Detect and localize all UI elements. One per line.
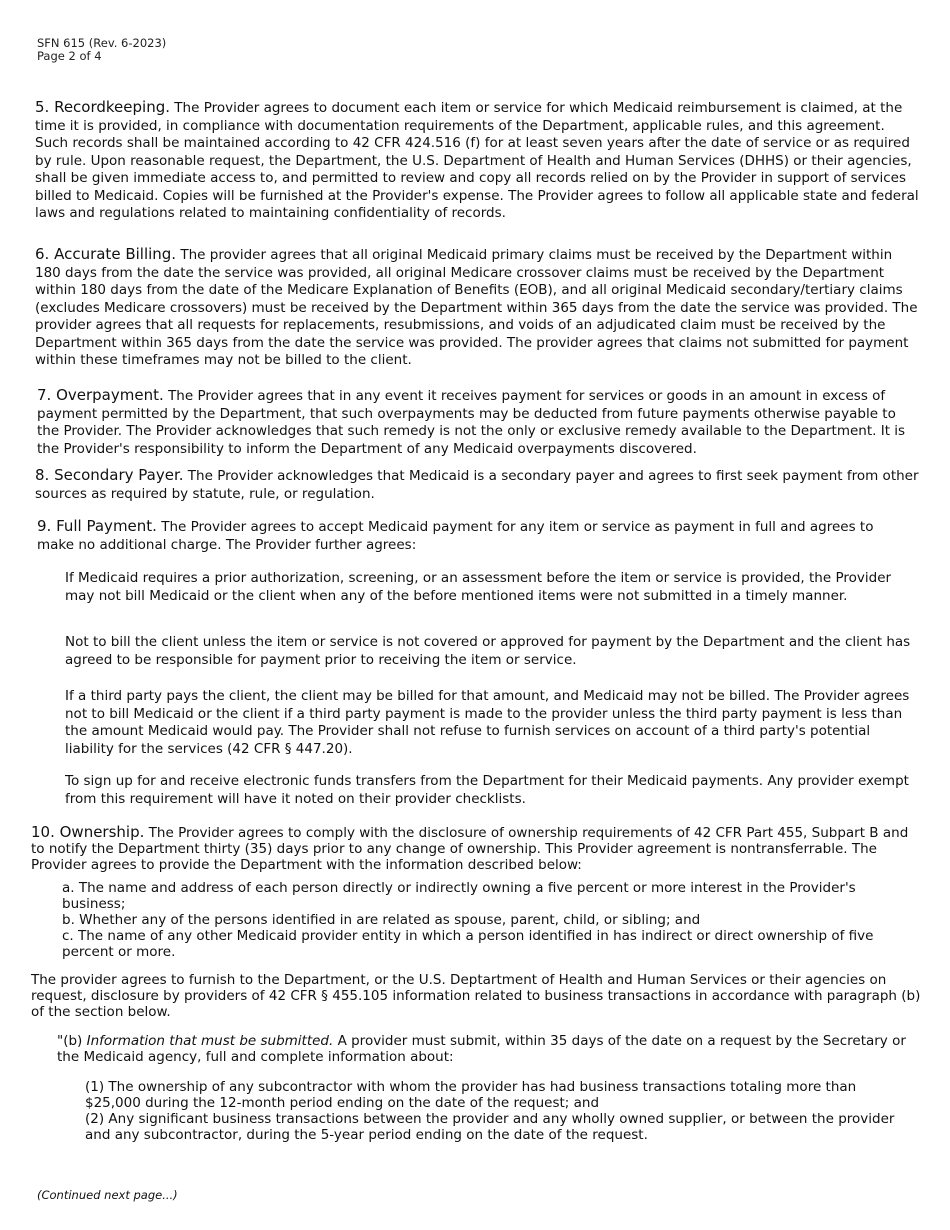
section-5-recordkeeping [35, 99, 920, 223]
section-9-item-4: To sign up for and receive electronic funds transfers from the Department for their Medicaid payments. Any provider exempt from this requirement will have it noted on their provider checklists. [65, 773, 909, 807]
section-9-item-1: If Medicaid requires a prior authorization, screening, or an assessment before the item or service is provided, the Provider may not bill Medicaid or the client when any of the before mentioned items were not submitted in a timely manner. [65, 570, 892, 604]
list-item: a. The name and address of each person directly or indirectly owning a five percent or more interest in the Provider's business; [62, 880, 856, 912]
section-10-ownership [31, 824, 921, 873]
quote-prefix: "(b) [57, 1033, 87, 1049]
ownership-info-list [62, 880, 902, 960]
section-7-heading: 7. Overpayment. [37, 386, 164, 404]
section-9-full-payment [37, 518, 897, 554]
section-8-secondary-payer [35, 467, 920, 503]
furnish-disclosure-paragraph: The provider agrees to furnish to the Department, or the U.S. Deptartment of Health and Human Services or their agencies on request, disclosure by providers of 42 CFR § 455.105 information related to business transactions in accordance with paragraph (b) of the section below. [31, 972, 921, 1020]
section-7-overpayment [37, 387, 922, 458]
section-9-heading: 9. Full Payment. [37, 517, 157, 535]
form-header [37, 37, 166, 63]
cfr-quote-paragraph [57, 1033, 917, 1065]
section-10-heading: 10. Ownership. [31, 823, 145, 841]
section-7-body: The Provider agrees that in any event it receives payment for services or goods in an amount in excess of payment permitted by the Department, that such overpayments may be deducted from future payments otherwise payable to the Provider. The Provider acknowledges that such remedy is not the only or exclusive remedy available to the Department. It is the Provider's responsibility to inform the Department of any Medicaid overpayments discovered. [37, 388, 906, 457]
quote-italic-heading: Information that must be submitted. [86, 1033, 334, 1049]
list-item: c. The name of any other Medicaid provider entity in which a person identified in has indirect or direct ownership of five percent or more. [62, 928, 874, 960]
quote-body: A provider must submit, within 35 days of the date on a request by the Secretary or the Medicaid agency, full and complete information about: [57, 1033, 906, 1065]
page-number: Page 2 of 4 [37, 49, 102, 63]
section-9-item-3: If a third party pays the client, the client may be billed for that amount, and Medicaid may not be billed. The Provider agrees not to bill Medicaid or the client if a third party payment is made to the provider unless the third party payment is less than the amount Medicaid would pay. The Provider shall not refuse to furnish services on account of a third party's potential liability for the services (42 CFR § 447.20). [65, 688, 910, 757]
section-9-body: The Provider agrees to accept Medicaid payment for any item or service as payment in full and agrees to make no additional charge. The Provider further agrees: [37, 519, 874, 553]
list-item: (1) The ownership of any subcontractor with whom the provider has had business transactions totaling more than $25,000 during the 12-month period ending on the date of the request; and [85, 1079, 857, 1111]
section-5-heading: 5. Recordkeeping. [35, 98, 170, 116]
section-8-heading: 8. Secondary Payer. [35, 466, 184, 484]
section-10-body: The Provider agrees to comply with the disclosure of ownership requirements of 42 CFR Part 455, Subpart B and to notify the Department thirty (35) days prior to any change of ownership. This Provider agreement is nontransferrable. The Provider agrees to provide the Department with the information described below: [31, 825, 909, 873]
list-item: (2) Any significant business transactions between the provider and any wholly owned supplier, or between the provider and any subcontractor, during the 5-year period ending on the date of the request. [85, 1111, 895, 1143]
section-6-body: The provider agrees that all original Medicaid primary claims must be received by the Department within 180 days from the date the service was provided, all original Medicare crossover claims must be received by the Department within 180 days from the date of the Medicare Explanation of Benefits (EOB), and all original Medicaid secondary/tertiary claims (excludes Medicare crossovers) must be received by the Department within 365 days from the date the service was provided. The provider agrees that all requests for replacements, resubmissions, and voids of an adjudicated claim must be received by the Department within 365 days from the date the service was provided. The provider agrees that claims not submitted for payment within these timeframes may not be billed to the client. [35, 247, 918, 368]
section-9-item-2: Not to bill the client unless the item or service is not covered or approved for payment by the Department and the client has agreed to be responsible for payment prior to receiving the item or service. [65, 634, 911, 668]
section-8-body: The Provider acknowledges that Medicaid is a secondary payer and agrees to first seek payment from other sources as required by statute, rule, or regulation. [35, 468, 919, 502]
section-6-accurate-billing [35, 246, 920, 370]
cfr-sub-list [85, 1079, 905, 1143]
continued-footer: (Continued next page...) [37, 1188, 178, 1202]
section-6-heading: 6. Accurate Billing. [35, 245, 177, 263]
section-5-body: The Provider agrees to document each item or service for which Medicaid reimbursement is claimed, at the time it is provided, in compliance with documentation requirements of the Department, applicable rules, and this agreement. Such records shall be maintained according to 42 CFR 424.516 (f) for at least seven years after the date of service or as required by rule. Upon reasonable request, the Department, the U.S. Department of Health and Human Services (DHHS) or their agencies, shall be given immediate access to, and permitted to review and copy all records relied on by the Provider in support of services billed to Medicaid. Copies will be furnished at the Provider's expense. The Provider agrees to follow all applicable state and federal laws and regulations related to maintaining confidentiality of records. [35, 100, 919, 221]
form-number: SFN 615 (Rev. 6-2023) [37, 36, 167, 50]
list-item: b. Whether any of the persons identified in are related as spouse, parent, child, or sibling; and [62, 912, 701, 928]
